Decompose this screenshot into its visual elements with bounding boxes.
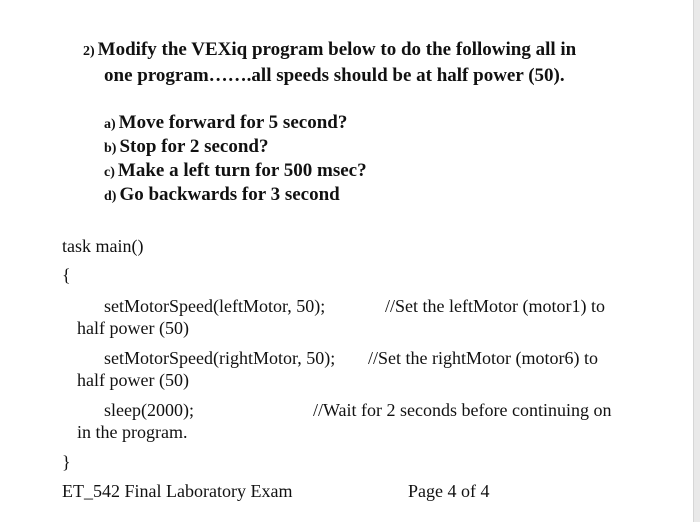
question-number: 2) <box>83 44 95 59</box>
statement-3-code: sleep(2000); <box>104 400 194 420</box>
question-line-1: 2) Modify the VEXiq program below to do the following all in <box>83 39 577 60</box>
statement-2-code: setMotorSpeed(rightMotor, 50); <box>104 348 336 368</box>
task-c: c) Make a left turn for 500 msec? <box>104 160 367 181</box>
statement-3-wrap: in the program. <box>77 422 188 442</box>
task-d: d) Go backwards for 3 second <box>104 184 340 205</box>
footer-title: ET_542 Final Laboratory Exam <box>62 481 293 501</box>
task-b: b) Stop for 2 second? <box>104 136 269 157</box>
code-close-brace: } <box>62 452 71 472</box>
statement-2-comment: //Set the rightMotor (motor6) to <box>368 348 598 368</box>
code-header: task main() <box>62 236 144 256</box>
question-line-2: one program…….all speeds should be at half power (50). <box>104 65 565 86</box>
statement-1-comment: //Set the leftMotor (motor1) to <box>385 296 605 316</box>
statement-1-wrap: half power (50) <box>77 318 189 338</box>
statement-2-wrap: half power (50) <box>77 370 189 390</box>
task-a: a) Move forward for 5 second? <box>104 112 348 133</box>
code-open-brace: { <box>62 265 71 285</box>
statement-3-comment: //Wait for 2 seconds before continuing on <box>313 400 612 420</box>
page-edge <box>693 0 700 522</box>
footer-page-number: Page 4 of 4 <box>408 481 490 501</box>
statement-1-code: setMotorSpeed(leftMotor, 50); <box>104 296 326 316</box>
